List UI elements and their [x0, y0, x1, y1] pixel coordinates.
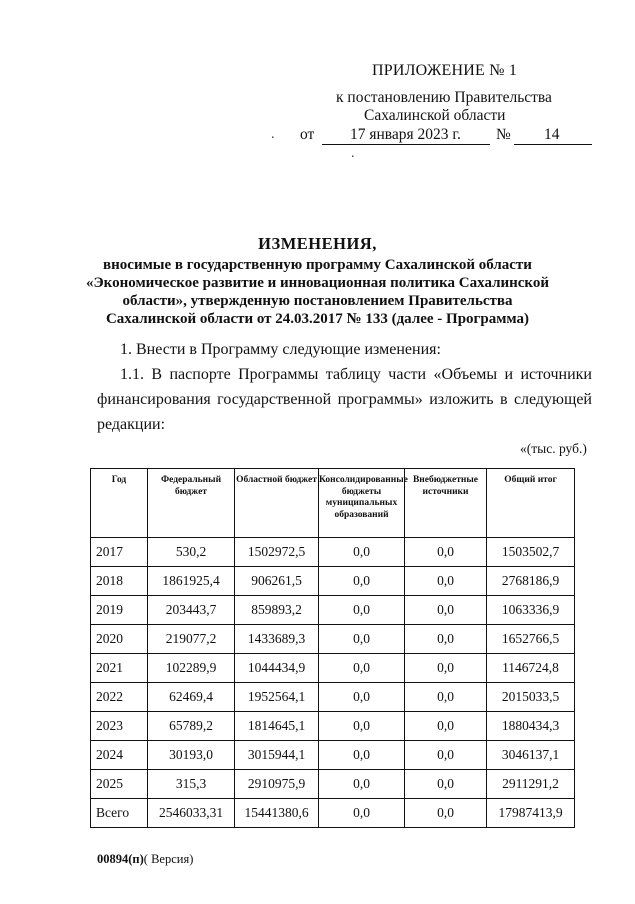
- table-cell: 203443,7: [148, 596, 235, 625]
- table-cell: 1861925,4: [148, 567, 235, 596]
- heading-line: области», утвержденную постановлением Правительства: [122, 293, 513, 309]
- appendix-date: 17 января 2023 г.: [350, 126, 461, 143]
- table-cell: 65789,2: [148, 712, 235, 741]
- table-cell: 859893,2: [235, 596, 319, 625]
- table-cell-year: 2020: [91, 625, 148, 654]
- table-cell: 0,0: [405, 683, 487, 712]
- table-cell: 530,2: [148, 538, 235, 567]
- unit-label: «(тыс. руб.): [520, 441, 587, 456]
- header-municipal-budgets: Консолидированные бюджеты муниципальных образований: [319, 469, 405, 538]
- table-body: [91, 538, 575, 828]
- table-cell: 1433689,3: [235, 625, 319, 654]
- budget-table: [90, 468, 575, 828]
- table-cell-year: 2025: [91, 770, 148, 799]
- table-cell: 15441380,6: [235, 799, 319, 828]
- table-cell: 1880434,3: [487, 712, 575, 741]
- table-cell-year: 2018: [91, 567, 148, 596]
- table-cell: 1502972,5: [235, 538, 319, 567]
- table-cell: 102289,9: [148, 654, 235, 683]
- table-cell: 62469,4: [148, 683, 235, 712]
- table-row: [91, 567, 575, 596]
- table-cell: 0,0: [405, 654, 487, 683]
- table-cell-year: 2017: [91, 538, 148, 567]
- header-year: Год: [91, 469, 148, 538]
- table-cell: 0,0: [319, 712, 405, 741]
- table-cell: 2910975,9: [235, 770, 319, 799]
- appendix-number: 14: [544, 126, 560, 143]
- number-label: №: [496, 126, 511, 143]
- table-cell: 0,0: [319, 741, 405, 770]
- table-cell: 0,0: [405, 770, 487, 799]
- table-cell: 0,0: [405, 712, 487, 741]
- table-cell: 1952564,1: [235, 683, 319, 712]
- scan-dot: .: [351, 146, 355, 161]
- table-cell: 0,0: [405, 741, 487, 770]
- table-cell: 0,0: [319, 538, 405, 567]
- table-cell: 1503502,7: [487, 538, 575, 567]
- table-cell: 3015944,1: [235, 741, 319, 770]
- table-cell: 1063336,9: [487, 596, 575, 625]
- table-cell: 1814645,1: [235, 712, 319, 741]
- table-cell: 3046137,1: [487, 741, 575, 770]
- table-row: [91, 799, 575, 828]
- table-cell: 1146724,8: [487, 654, 575, 683]
- table-row: [91, 683, 575, 712]
- date-underline: [322, 126, 490, 145]
- number-underline: [514, 126, 592, 145]
- header-off-budget-sources: Внебюджетные источники: [405, 469, 487, 538]
- appendix-line-1: к постановлению Правительства: [336, 89, 552, 106]
- table-cell: 219077,2: [148, 625, 235, 654]
- table-cell-year: Всего: [91, 799, 148, 828]
- table-row: [91, 625, 575, 654]
- table-row: [91, 741, 575, 770]
- table-cell: 0,0: [319, 683, 405, 712]
- table-cell: 0,0: [319, 596, 405, 625]
- table-cell: 2546033,31: [148, 799, 235, 828]
- table-cell: 17987413,9: [487, 799, 575, 828]
- table-row: [91, 654, 575, 683]
- table-cell: 1044434,9: [235, 654, 319, 683]
- header-regional-budget: Областной бюджет: [235, 469, 319, 538]
- appendix-title: ПРИЛОЖЕНИЕ № 1: [372, 62, 518, 79]
- table-cell: 30193,0: [148, 741, 235, 770]
- table-cell: 0,0: [405, 538, 487, 567]
- table-row: [91, 538, 575, 567]
- table-cell: 2911291,2: [487, 770, 575, 799]
- heading-line: «Экономическое развитие и инновационная политика Сахалинской: [85, 275, 550, 291]
- paragraph-item-1: 1. Внести в Программу следующие изменения:: [120, 341, 441, 358]
- table-cell: 0,0: [319, 567, 405, 596]
- table-cell: 315,3: [148, 770, 235, 799]
- footer: [97, 852, 193, 867]
- document-version: ( Версия): [143, 852, 194, 866]
- table-cell: 0,0: [319, 625, 405, 654]
- paragraph-item-1-1-line: 1.1. В паспорте Программы таблицу части «Объемы и источники: [120, 366, 592, 383]
- table-cell: 1652766,5: [487, 625, 575, 654]
- from-label: от: [300, 126, 315, 143]
- table-cell: 2768186,9: [487, 567, 575, 596]
- table-row: [91, 712, 575, 741]
- table-cell: 0,0: [319, 799, 405, 828]
- appendix-line-2: Сахалинской области: [364, 107, 506, 124]
- header-total: Общий итог: [487, 469, 575, 538]
- table-cell: 0,0: [405, 596, 487, 625]
- table-cell: 0,0: [405, 625, 487, 654]
- appendix-date-number-line: [300, 126, 600, 148]
- table-cell: 0,0: [319, 654, 405, 683]
- table-cell-year: 2022: [91, 683, 148, 712]
- table-cell-year: 2021: [91, 654, 148, 683]
- table-cell-year: 2023: [91, 712, 148, 741]
- table-cell: 906261,5: [235, 567, 319, 596]
- table-header-row: [91, 469, 575, 538]
- header-federal-budget: Федеральный бюджет: [148, 469, 235, 538]
- table-cell: 2015033,5: [487, 683, 575, 712]
- table-cell: 0,0: [405, 799, 487, 828]
- paragraph-item-1-1-line: редакции:: [97, 416, 166, 433]
- heading-line: вносимые в государственную программу Сахалинской области: [103, 257, 532, 273]
- table-row: [91, 770, 575, 799]
- table-cell: 0,0: [319, 770, 405, 799]
- scan-dot: .: [271, 127, 275, 142]
- heading-line: Сахалинской области от 24.03.2017 № 133 (далее - Программа): [105, 311, 530, 327]
- table-cell: 0,0: [405, 567, 487, 596]
- table-cell-year: 2024: [91, 741, 148, 770]
- table-row: [91, 596, 575, 625]
- document-code: 00894(п): [97, 852, 144, 866]
- table-cell-year: 2019: [91, 596, 148, 625]
- paragraph-item-1-1-line: финансирования государственной программы» изложить в следующей: [97, 391, 592, 408]
- heading-title: ИЗМЕНЕНИЯ,: [258, 234, 377, 253]
